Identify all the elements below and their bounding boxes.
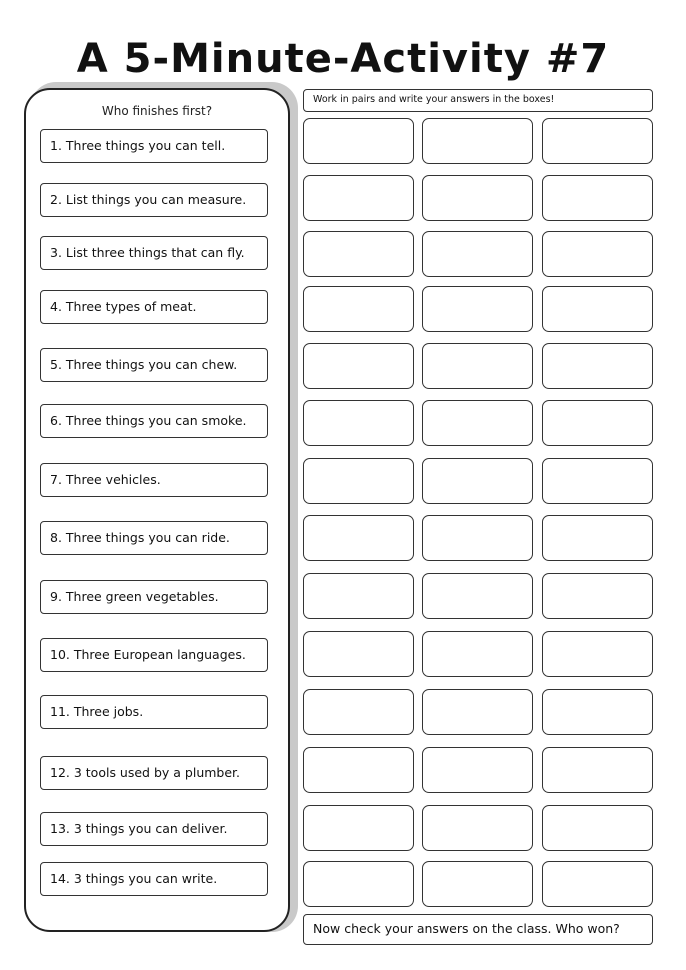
- answer-box-4-2[interactable]: [422, 286, 533, 332]
- question-1: 1. Three things you can tell.: [40, 129, 268, 163]
- question-11: 11. Three jobs.: [40, 695, 268, 729]
- answer-box-11-1[interactable]: [303, 689, 414, 735]
- answer-box-1-2[interactable]: [422, 118, 533, 164]
- answer-box-13-1[interactable]: [303, 805, 414, 851]
- answer-box-6-1[interactable]: [303, 400, 414, 446]
- answer-box-10-3[interactable]: [542, 631, 653, 677]
- answer-box-8-2[interactable]: [422, 515, 533, 561]
- answer-box-9-2[interactable]: [422, 573, 533, 619]
- answer-box-14-3[interactable]: [542, 861, 653, 907]
- answer-box-5-3[interactable]: [542, 343, 653, 389]
- panel-header: Who finishes first?: [101, 104, 213, 118]
- question-6: 6. Three things you can smoke.: [40, 404, 268, 438]
- question-2: 2. List things you can measure.: [40, 183, 268, 217]
- answer-box-5-1[interactable]: [303, 343, 414, 389]
- question-8: 8. Three things you can ride.: [40, 521, 268, 555]
- answer-box-7-2[interactable]: [422, 458, 533, 504]
- question-5: 5. Three things you can chew.: [40, 348, 268, 382]
- answer-box-12-2[interactable]: [422, 747, 533, 793]
- worksheet-title: A 5-Minute-Activity #7: [76, 36, 610, 82]
- answer-box-11-2[interactable]: [422, 689, 533, 735]
- answer-box-9-3[interactable]: [542, 573, 653, 619]
- footer-box: Now check your answers on the class. Who won?: [303, 914, 653, 945]
- answer-box-8-1[interactable]: [303, 515, 414, 561]
- question-10: 10. Three European languages.: [40, 638, 268, 672]
- answer-box-3-1[interactable]: [303, 231, 414, 277]
- instruction-box: Work in pairs and write your answers in the boxes!: [303, 89, 653, 112]
- question-14: 14. 3 things you can write.: [40, 862, 268, 896]
- answer-box-13-2[interactable]: [422, 805, 533, 851]
- question-9: 9. Three green vegetables.: [40, 580, 268, 614]
- answer-box-1-1[interactable]: [303, 118, 414, 164]
- answer-box-10-1[interactable]: [303, 631, 414, 677]
- question-12: 12. 3 tools used by a plumber.: [40, 756, 268, 790]
- answer-box-4-1[interactable]: [303, 286, 414, 332]
- answer-box-13-3[interactable]: [542, 805, 653, 851]
- answer-box-12-1[interactable]: [303, 747, 414, 793]
- answer-box-14-2[interactable]: [422, 861, 533, 907]
- answer-box-5-2[interactable]: [422, 343, 533, 389]
- answer-box-2-2[interactable]: [422, 175, 533, 221]
- answer-box-2-3[interactable]: [542, 175, 653, 221]
- question-7: 7. Three vehicles.: [40, 463, 268, 497]
- answer-box-3-3[interactable]: [542, 231, 653, 277]
- answer-box-2-1[interactable]: [303, 175, 414, 221]
- answer-box-4-3[interactable]: [542, 286, 653, 332]
- answer-box-7-3[interactable]: [542, 458, 653, 504]
- question-4: 4. Three types of meat.: [40, 290, 268, 324]
- answer-box-11-3[interactable]: [542, 689, 653, 735]
- answer-box-6-2[interactable]: [422, 400, 533, 446]
- answer-box-8-3[interactable]: [542, 515, 653, 561]
- answer-box-7-1[interactable]: [303, 458, 414, 504]
- answer-box-12-3[interactable]: [542, 747, 653, 793]
- question-13: 13. 3 things you can deliver.: [40, 812, 268, 846]
- question-3: 3. List three things that can fly.: [40, 236, 268, 270]
- answer-box-1-3[interactable]: [542, 118, 653, 164]
- answer-box-3-2[interactable]: [422, 231, 533, 277]
- answer-box-14-1[interactable]: [303, 861, 414, 907]
- answer-box-6-3[interactable]: [542, 400, 653, 446]
- answer-box-10-2[interactable]: [422, 631, 533, 677]
- answer-box-9-1[interactable]: [303, 573, 414, 619]
